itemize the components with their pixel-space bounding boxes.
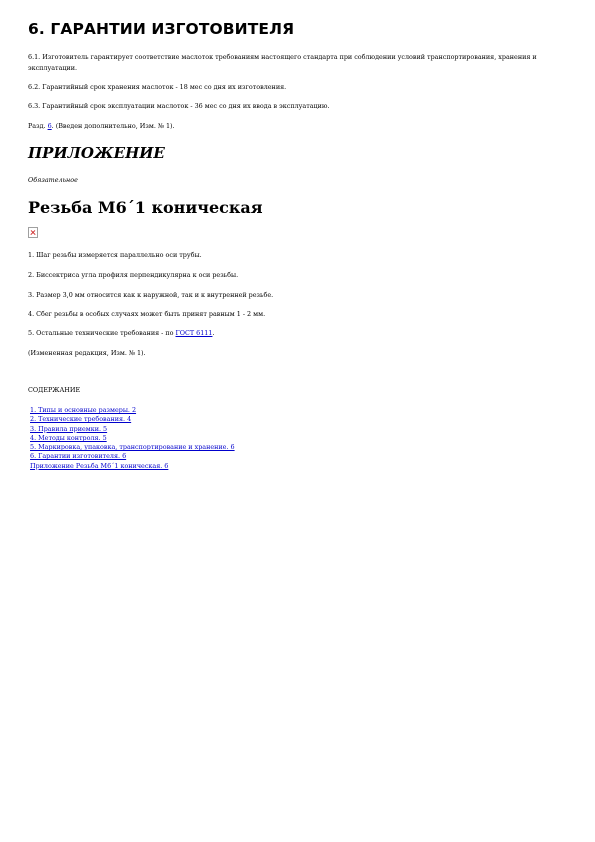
toc-item [30, 425, 235, 434]
broken-image-icon [28, 227, 38, 238]
appendix-note-3: 3. Размер 3,0 мм относится как к наружной, так и к внутренней резьбе. [28, 291, 274, 299]
toc-item [30, 452, 235, 461]
gost-link[interactable]: ГОСТ 6111 [175, 329, 213, 337]
appendix-note-4: 4. Сбег резьбы в особых случаях может быть принят равным 1 - 2 мм. [28, 310, 266, 318]
section-note-prefix: Разд. [28, 122, 48, 130]
toc-item [30, 443, 235, 452]
paragraph-6-1: 6.1. Изготовитель гарантирует соответствие маслоток требованиям настоящего стандарта при соблюдении условий транспортирования, хранения и эксплуатации. [28, 53, 537, 72]
toc-link-5[interactable]: 5. Маркировка, упаковка, транспортирование и хранение. 6 [30, 443, 235, 452]
appendix-title: ПРИЛОЖЕНИЕ [28, 144, 165, 162]
section-note [28, 121, 568, 132]
toc-link-3[interactable]: 3. Правила приемки. 5 [30, 424, 108, 433]
thread-title: Резьба М6´1 коническая [28, 198, 263, 217]
appendix-subtitle: Обязательное [28, 176, 78, 184]
appendix-note-5 [28, 328, 568, 339]
toc-heading: СОДЕРЖАНИЕ [28, 386, 81, 394]
toc-item [30, 434, 235, 443]
toc-link-4[interactable]: 4. Методы контроля. 5 [30, 433, 107, 442]
toc-link-appendix[interactable]: Приложение Резьба М6´1 коническая. 6 [30, 461, 169, 470]
section-note-suffix: . (Введен дополнительно, Изм. № 1). [51, 122, 175, 130]
appendix-revision: (Измененная редакция, Изм. № 1). [28, 349, 146, 357]
paragraph-6-2: 6.2. Гарантийный срок хранения маслоток - 18 мес со дня их изготовления. [28, 83, 287, 91]
toc-link-6[interactable]: 6. Гарантии изготовителя. 6 [30, 452, 127, 461]
toc-link-2[interactable]: 2. Технические требования. 4 [30, 415, 132, 424]
appendix-note-2: 2. Биссектриса угла профиля перпендикулярна к оси резьбы. [28, 271, 239, 279]
appendix-note-1: 1. Шаг резьбы измеряется параллельно оси трубы. [28, 251, 202, 259]
section-note-link[interactable]: 6 [47, 122, 52, 130]
paragraph-6-3: 6.3. Гарантийный срок эксплуатации маслоток - 36 мес со дня их ввода в эксплуатацию. [28, 102, 330, 110]
toc-link-1[interactable]: 1. Типы и основные размеры. 2 [30, 406, 137, 414]
toc-list [30, 406, 235, 471]
toc-item [30, 415, 235, 424]
section-title: 6. ГАРАНТИИ ИЗГОТОВИТЕЛЯ [28, 20, 295, 38]
toc-item [30, 406, 235, 415]
appendix-note-5-prefix: 5. Остальные технические требования - по [28, 329, 176, 337]
toc-item [30, 462, 235, 471]
appendix-note-5-suffix: . [212, 329, 215, 337]
